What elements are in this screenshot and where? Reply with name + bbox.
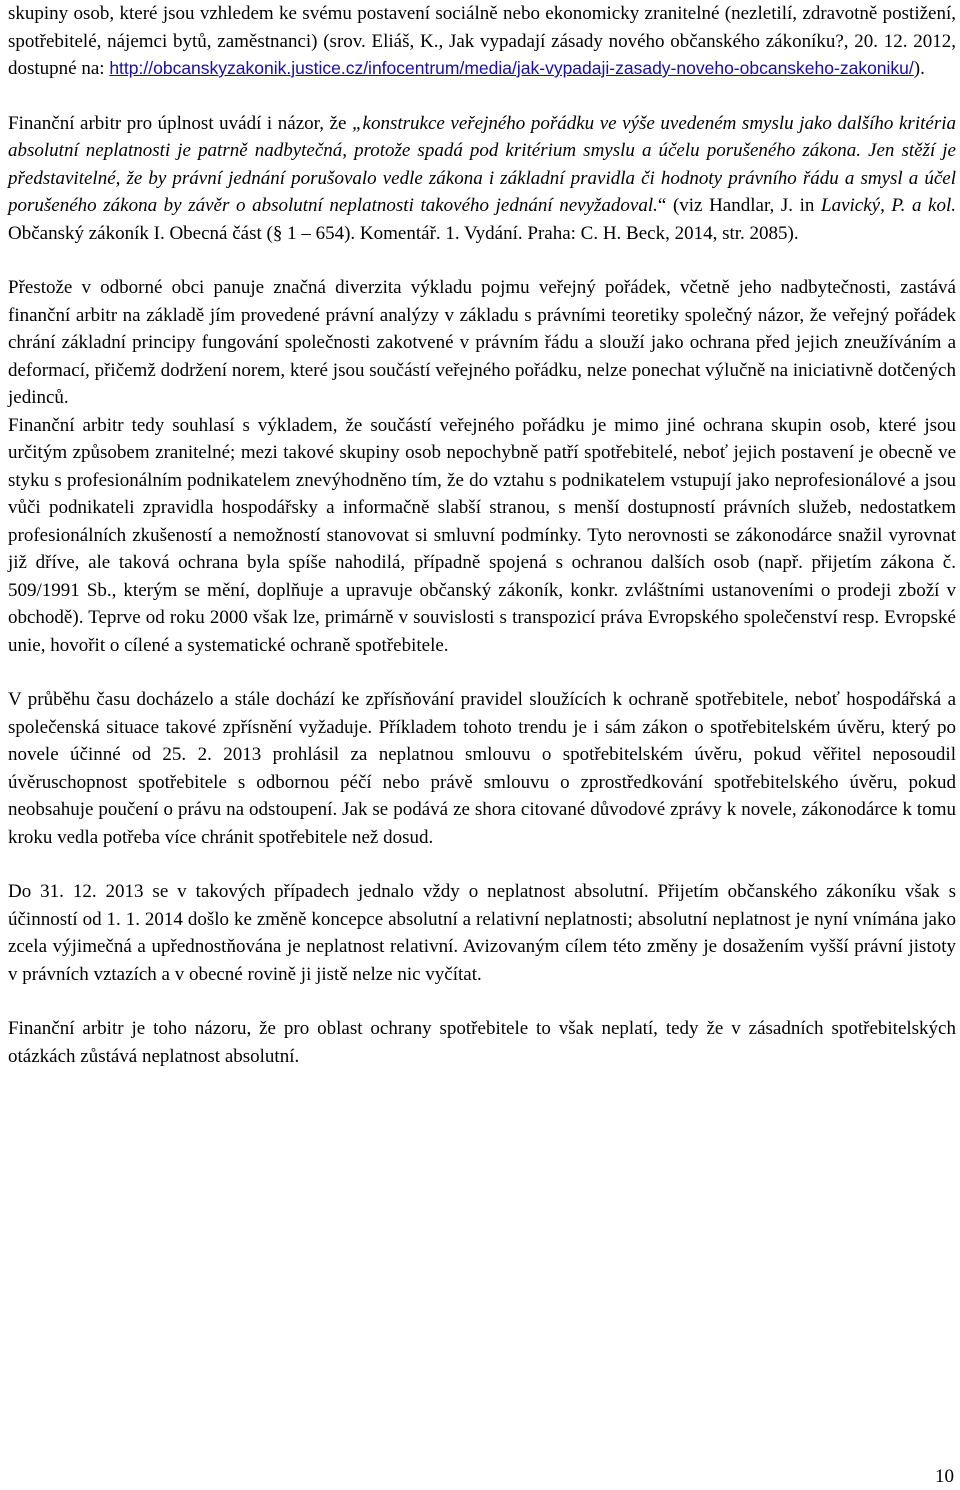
paragraph-2-author: Lavický, P. a kol.: [821, 195, 957, 216]
paragraph-7: Finanční arbitr je toho názoru, že pro oblast ochrany spotřebitele to však neplatí, tedy že v zásadních spotřebitelských otázkách zůstává neplatnost absolutní.: [8, 1018, 956, 1067]
paragraph-2-text-b: “ (viz Handlar, J. in: [657, 195, 821, 216]
paragraph-3: Přestože v odborné obci panuje značná diverzita výkladu pojmu veřejný pořádek, včetně jeho nadbytečnosti, zastává finanční arbitr na základě jím provedené právní analýzy v základu s právními teoretiky společný názor, že veřejný pořádek chrání základní principy fungování společnosti zakotvené v právním řádu a slouží jako ochrana před jejich zneužíváním a deformací, přičemž dodržení norem, které jsou součástí veřejného pořádku, nelze ponechat výlučně na iniciativně dotčených jedinců.: [8, 277, 956, 408]
paragraph-2-text-a: Finanční arbitr pro úplnost uvádí i názor, že: [8, 112, 352, 134]
paragraph-2-text-c: Občanský zákoník I. Obecná část (§ 1 – 654). Komentář. 1. Vydání. Praha: C. H. Beck, 2014, str. 2085).: [8, 222, 799, 244]
paragraph-1-text-a: skupiny osob, které jsou vzhledem ke svému postavení sociálně nebo ekonomicky zranitelné (nezletilí, zdravotně postižení, spotřebitelé, nájemci bytů, zaměstnanci) (srov. Eliáš, K., Jak vypadají zásady nového občanského zákoníku?, 20. 12. 2012, dostupné na:: [8, 3, 956, 79]
paragraph-1: [8, 0, 956, 83]
paragraph-2-quote: „konstrukce veřejného pořádku ve výše uvedeném smyslu jako dalšího kritéria absolutní neplatnosti je patrně nadbytečná, protože spadá pod kritérium smyslu a účelu porušeného zákona. Jen stěží je představitelné, že by právní jednání porušovalo vedle zákona i základní pravidla či hodnoty právního řádu a smysl a účel porušeného zákona by závěr o absolutní neplatnosti takového jednání nevyžadoval.: [8, 112, 956, 216]
document-page: [8, 0, 956, 1070]
paragraph-1-text-b: ).: [913, 58, 925, 79]
paragraph-4: Finanční arbitr tedy souhlasí s výkladem, že součástí veřejného pořádku je mimo jiné ochrana skupin osob, které jsou určitým způsobem zranitelné; mezi takové skupiny osob nepochybně patří spotřebitelé, neboť jejich postavení je obecně ve styku s profesionálním podnikatelem znevýhodněno tím, že do vztahu s podnikatelem vstupují jako neprofesionálové a jsou vůči podnikateli zpravidla hospodářsky a informačně slabší stranou, s menší dostupností právních služeb, nedostatkem profesionálních zkušeností a nemožností stanovovat si smluvní podmínky. Tyto nerovnosti se zákonodárce snažil vyrovnat již dříve, ale taková ochrana byla spíše nahodilá, případně spojená s ochranou dalších osob (např. přijetím zákona č. 509/1991 Sb., kterým se mění, doplňuje a upravuje občanský zákoník, konkr. zvláštními ustanoveními o prodeji zboží v obchodě). Teprve od roku 2000 však lze, primárně v souvislosti s transpozicí práva Evropského společenství resp. Evropské unie, hovořit o cílené a systematické ochraně spotřebitele.: [8, 414, 956, 656]
paragraph-6: Do 31. 12. 2013 se v takových případech jednalo vždy o neplatnost absolutní. Přijetím občanského zákoníku však s účinností od 1. 1. 2014 došlo ke změně koncepce absolutní a relativní neplatnosti; absolutní neplatnost je nyní vnímána jako zcela výjimečná a upřednostňována je neplatnost relativní. Avizovaným cílem této změny je dosažením vyšší právní jistoty v právních vztazích a v obecné rovině ji jistě nelze nic vyčítat.: [8, 881, 956, 985]
paragraph-2: [8, 110, 956, 248]
source-link[interactable]: http://obcanskyzakonik.justice.cz/infocentrum/media/jak-vypadaji-zasady-noveho-obcanskeho-zakoniku/: [109, 58, 914, 78]
page-number: 10: [935, 1466, 954, 1487]
paragraph-5: V průběhu času docházelo a stále dochází ke zpřísňování pravidel sloužících k ochraně spotřebitele, neboť hospodářská a společenská situace takové zpřísnění vyžaduje. Příkladem tohoto trendu je i sám zákon o spotřebitelském úvěru, který po novele účinné od 25. 2. 2013 prohlásil za neplatnou smlouvu o spotřebitelském úvěru, pokud věřitel neposoudil úvěruschopnost spotřebitele s odbornou péčí nebo právě smlouvu o zprostředkování spotřebitelského úvěru, pokud neobsahuje poučení o právu na odstoupení. Jak se podává ze shora citované důvodové zprávy k novele, zákonodárce k tomu kroku vedla potřeba více chránit spotřebitele než dosud.: [8, 689, 956, 848]
